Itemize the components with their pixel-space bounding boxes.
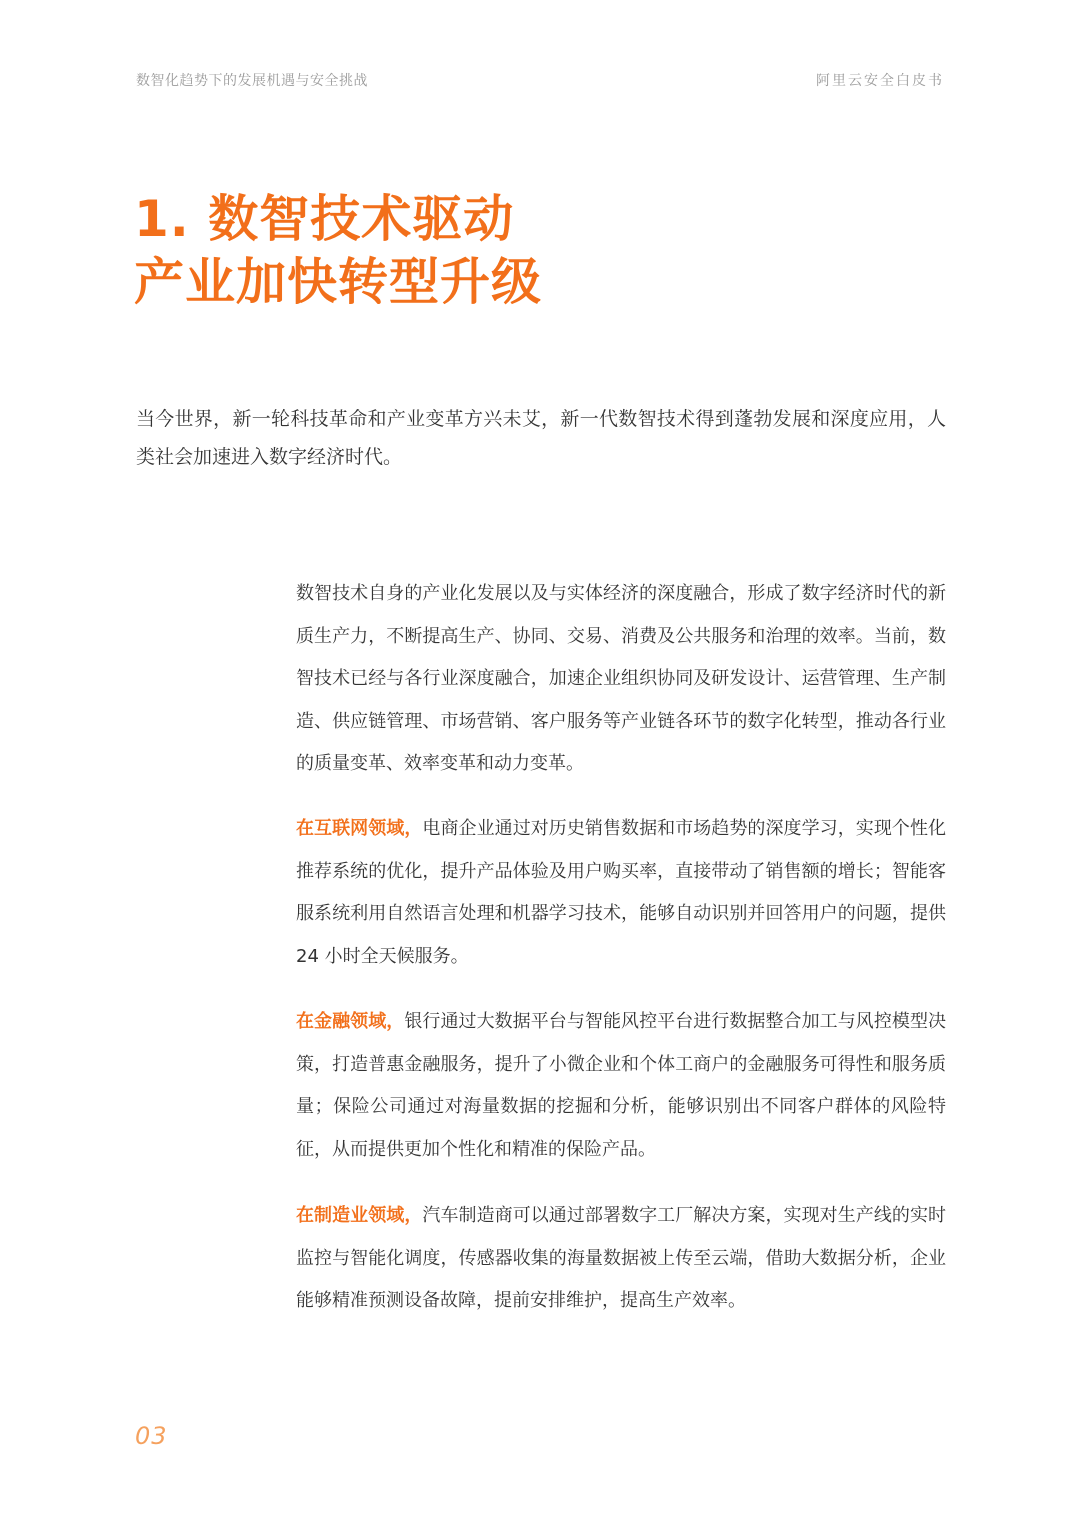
body-paragraph-finance <box>296 1001 946 1171</box>
paragraph-text: 汽车制造商可以通过部署数字工厂解决方案，实现对生产线的实时监控与智能化调度，传感器收集的海量数据被上传至云端，借助大数据分析，企业能够精准预测设备故障，提前安排维护，提高生产效率。 <box>296 1205 947 1311</box>
paragraph-lead-manufacturing: 在制造业领域， <box>296 1205 423 1226</box>
body-paragraph-manufacturing <box>296 1195 946 1323</box>
paragraph-lead-finance: 在金融领域， <box>296 1011 405 1032</box>
section-title <box>134 188 944 314</box>
body-paragraph-overview <box>296 573 946 786</box>
paragraph-text: 电商企业通过对历史销售数据和市场趋势的深度学习，实现个性化推荐系统的优化，提升产品体验及用户购买率，直接带动了销售额的增长；智能客服系统利用自然语言处理和机器学习技术，能够自动识别并回答用户的问题，提供 24 小时全天候服务。 <box>296 818 947 967</box>
section-title-line-2: 产业加快转型升级 <box>134 253 542 311</box>
paragraph-lead-internet: 在互联网领域， <box>296 818 423 839</box>
running-header-brand: 阿里云安全白皮书 <box>816 73 944 89</box>
running-header-title: 数智化趋势下的发展机遇与安全挑战 <box>136 73 368 89</box>
paragraph-text: 银行通过大数据平台与智能风控平台进行数据整合加工与风控模型决策，打造普惠金融服务，提升了小微企业和个体工商户的金融服务可得性和服务质量；保险公司通过对海量数据的挖掘和分析，能够识别出不同客户群体的风险特征，从而提供更加个性化和精准的保险产品。 <box>296 1011 946 1160</box>
section-title-line-1: 1. 数智技术驱动 <box>134 190 515 248</box>
paragraph-text: 数智技术自身的产业化发展以及与实体经济的深度融合，形成了数字经济时代的新质生产力，不断提高生产、协同、交易、消费及公共服务和治理的效率。当前，数智技术已经与各行业深度融合，加速企业组织协同及研发设计、运营管理、生产制造、供应链管理、市场营销、客户服务等产业链各环节的数字化转型，推动各行业的质量变革、效率变革和动力变革。 <box>296 583 946 774</box>
page-number: 03 <box>135 1422 168 1450</box>
body-paragraph-internet <box>296 808 946 978</box>
intro-paragraph: 当今世界，新一轮科技革命和产业变革方兴未艾，新一代数智技术得到蓬勃发展和深度应用，人类社会加速进入数字经济时代。 <box>136 408 946 468</box>
